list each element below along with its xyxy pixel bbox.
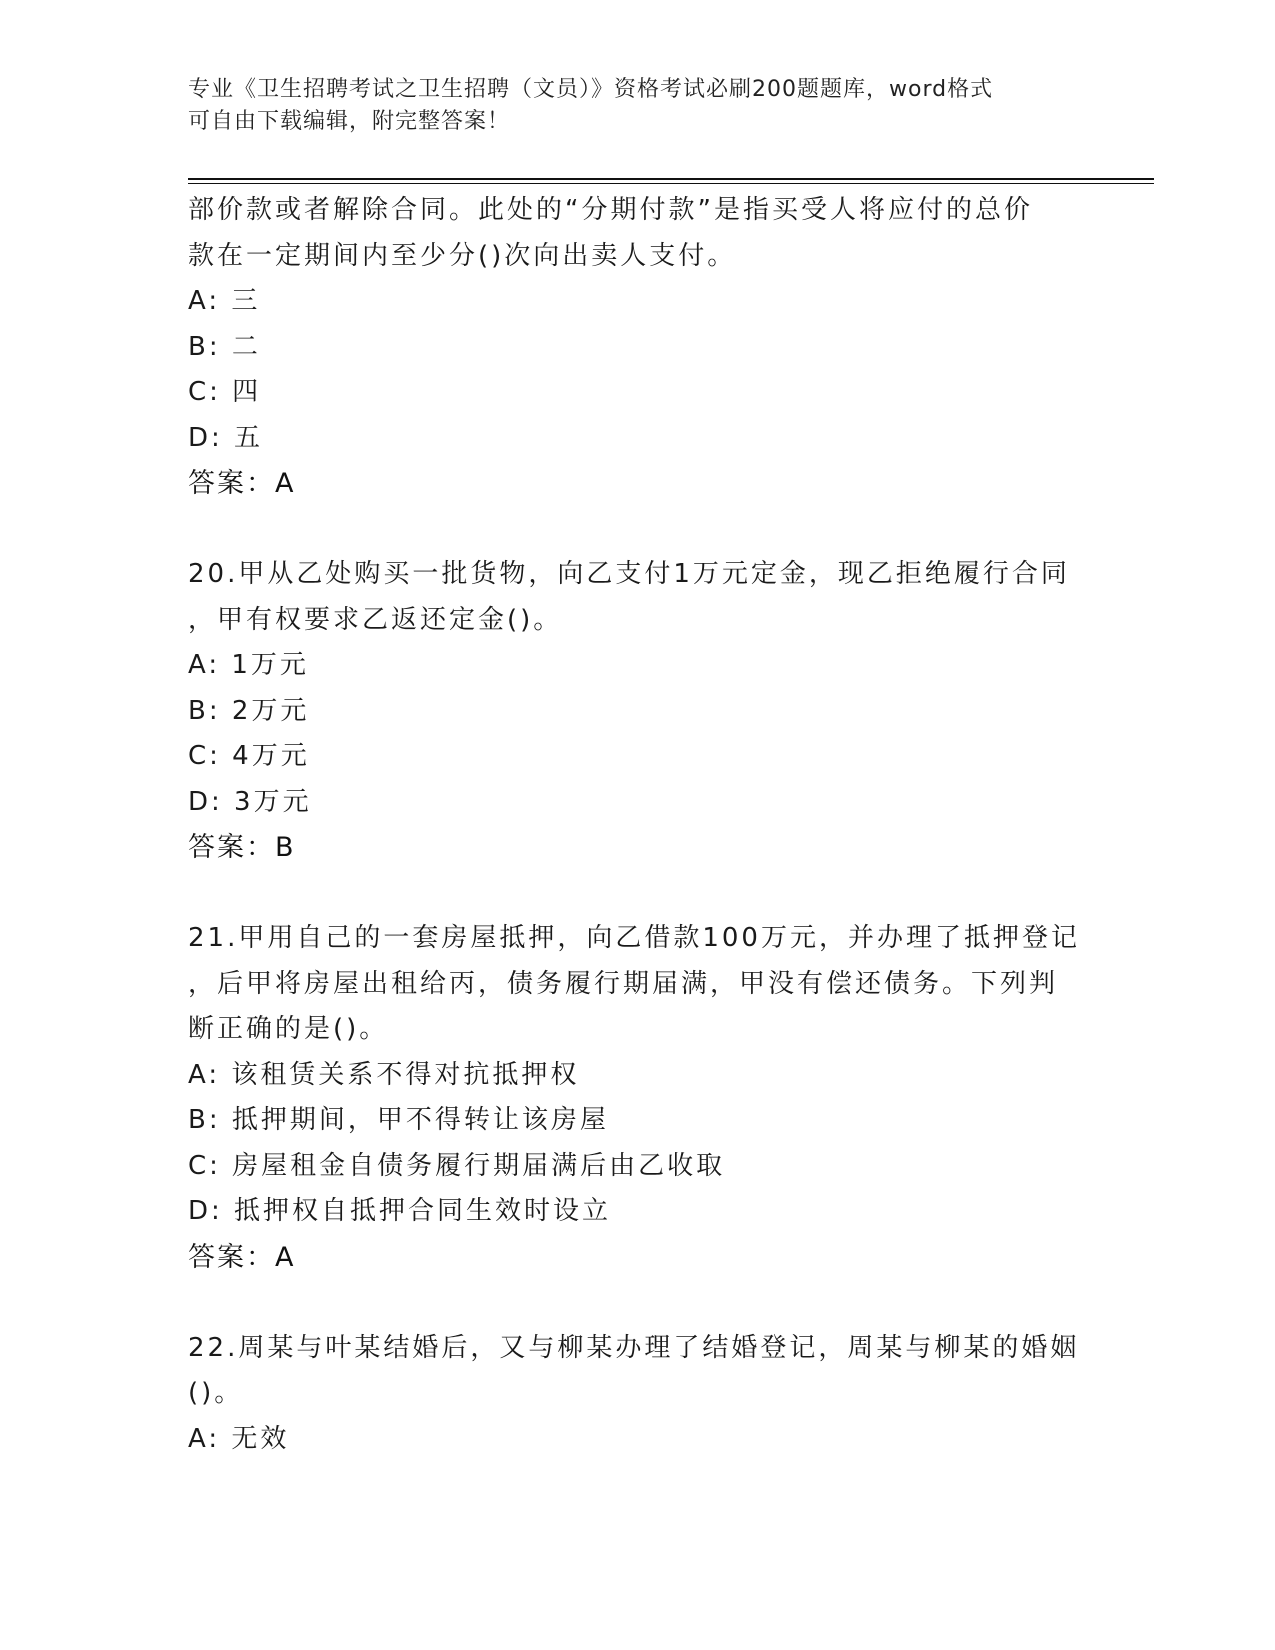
header-divider-thick xyxy=(188,178,1154,180)
question-stem-line: ，后甲将房屋出租给丙，债务履行期届满，甲没有偿还债务。下列判 xyxy=(188,968,1059,999)
question-stem-line: 20.甲从乙处购买一批货物，向乙支付1万元定金，现乙拒绝履行合同 xyxy=(188,559,1070,589)
option-a: A: 1万元 xyxy=(188,650,309,680)
spacer xyxy=(188,1280,1088,1326)
question-stem-line: 断正确的是()。 xyxy=(188,1014,389,1044)
question-stem-line: 款在一定期间内至少分()次向出卖人支付。 xyxy=(188,240,737,271)
answer-label: 答案：B xyxy=(188,832,296,863)
option-a: A: 该租赁关系不得对抗抵押权 xyxy=(188,1059,580,1090)
spacer xyxy=(188,507,1088,553)
question-stem-line: 22.周某与叶某结婚后，又与柳某办理了结婚登记，周某与柳某的婚姻 xyxy=(188,1332,1080,1363)
option-a: A: 无效 xyxy=(188,1423,290,1454)
option-c: C: 4万元 xyxy=(188,741,310,771)
option-b: B: 二 xyxy=(188,331,261,362)
option-a: A: 三 xyxy=(188,286,261,316)
option-b: B: 抵押期间，甲不得转让该房屋 xyxy=(188,1105,609,1135)
question-stem-line: ()。 xyxy=(188,1378,244,1408)
option-c: C: 四 xyxy=(188,377,262,407)
answer-label: 答案：A xyxy=(188,1241,296,1273)
option-d: D: 五 xyxy=(188,422,264,453)
spacer xyxy=(188,871,1088,917)
header-divider-thin xyxy=(188,183,1154,184)
question-list xyxy=(188,188,1088,1462)
question-stem-line: ，甲有权要求乙返还定金()。 xyxy=(188,604,563,635)
header-line-2: 可自由下载编辑，附完整答案！ xyxy=(188,109,511,134)
option-d: D: 3万元 xyxy=(188,786,312,817)
question-stem-line: 部价款或者解除合同。此处的“分期付款”是指买受人将应付的总价 xyxy=(188,195,1033,225)
question-19 xyxy=(188,188,1088,507)
question-20 xyxy=(188,552,1088,871)
question-22 xyxy=(188,1326,1088,1463)
answer-label: 答案：A xyxy=(188,468,296,499)
option-d: D: 抵押权自抵押合同生效时设立 xyxy=(188,1196,612,1226)
question-21 xyxy=(188,916,1088,1280)
header-line-1: 专业《卫生招聘考试之卫生招聘（文员）》资格考试必刷200题题库，word格式 xyxy=(188,77,994,102)
page-header xyxy=(188,74,1088,138)
option-c: C: 房屋租金自债务履行期届满后由乙收取 xyxy=(188,1150,726,1181)
option-b: B: 2万元 xyxy=(188,695,310,726)
question-stem-line: 21.甲用自己的一套房屋抵押，向乙借款100万元，并办理了抵押登记 xyxy=(188,923,1080,953)
